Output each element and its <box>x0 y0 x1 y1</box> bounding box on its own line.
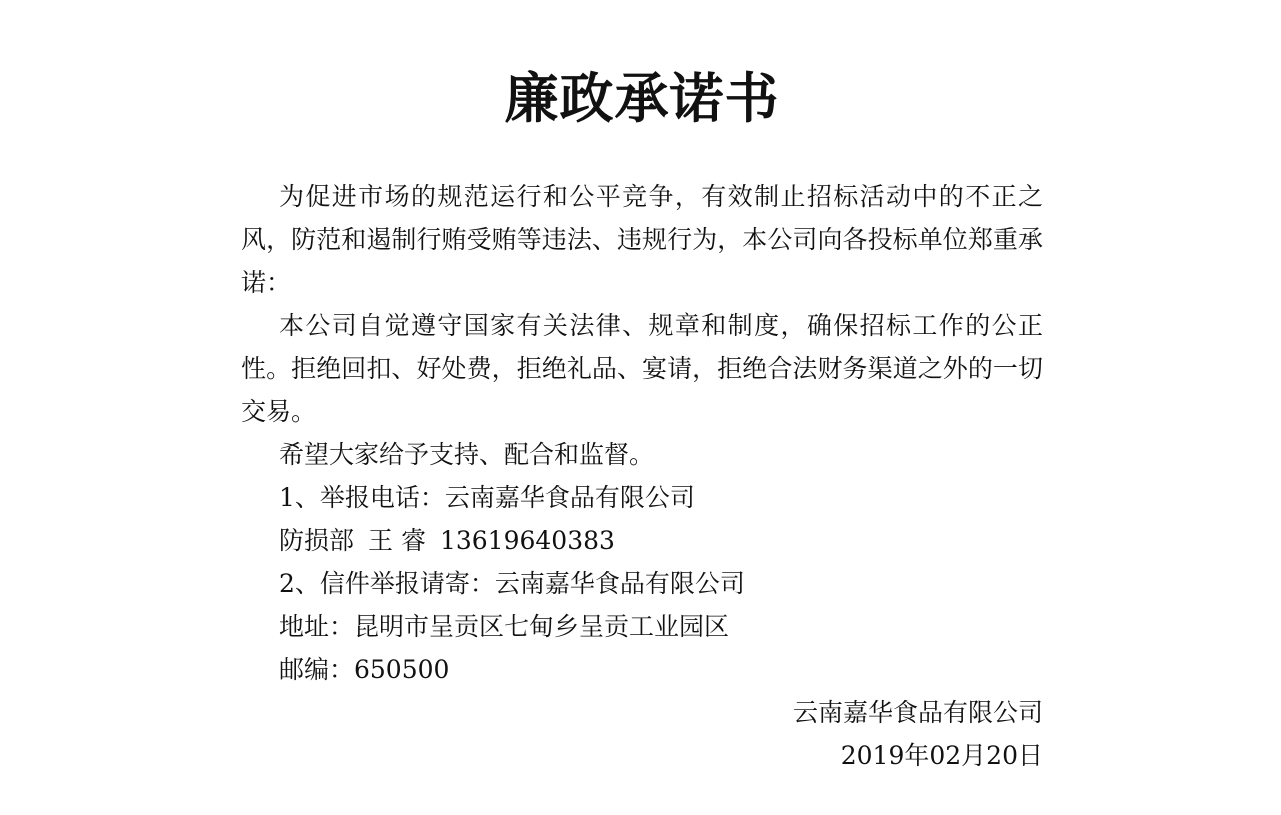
report-mail-label: 2、信件举报请寄：云南嘉华食品有限公司 <box>279 569 745 598</box>
report-mail-postcode: 邮编：650500 <box>279 655 450 684</box>
report-mail-address: 地址：昆明市呈贡区七甸乡呈贡工业园区 <box>279 612 730 641</box>
report-phone-number: 13619640383 <box>439 526 615 555</box>
document-body <box>241 175 1043 777</box>
signature-date: 2019年02月20日 <box>840 741 1043 770</box>
document-title: 廉政承诺书 <box>504 66 780 130</box>
signature-company: 云南嘉华食品有限公司 <box>792 698 1043 727</box>
document-page <box>241 0 1043 777</box>
paragraph-commitment-intro: 为促进市场的规范运行和公平竞争，有效制止招标活动中的不正之风，防范和遏制行贿受贿等违法、违规行为，本公司向各投标单位郑重承诺： <box>241 182 1043 297</box>
paragraph-commitment-rules: 本公司自觉遵守国家有关法律、规章和制度，确保招标工作的公正性。拒绝回扣、好处费，拒绝礼品、宴请，拒绝合法财务渠道之外的一切交易。 <box>241 311 1043 426</box>
report-phone-label: 1、举报电话：云南嘉华食品有限公司 <box>279 483 695 512</box>
paragraph-support-request: 希望大家给予支持、配合和监督。 <box>279 440 655 469</box>
report-department: 防损部 <box>279 526 355 555</box>
report-person: 王 睿 <box>368 526 426 555</box>
report-phone-contact <box>241 519 1043 562</box>
